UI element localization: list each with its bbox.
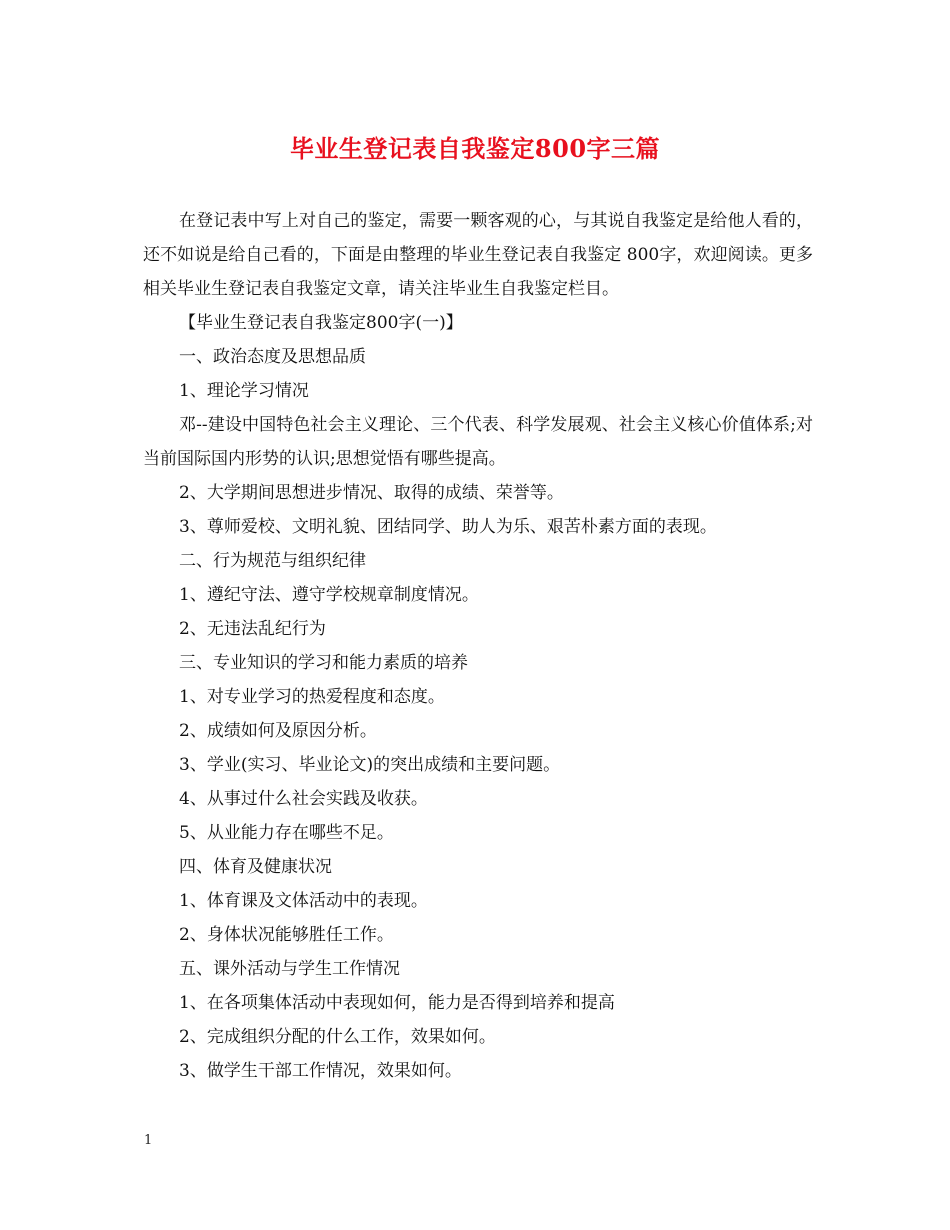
list-item: 1、在各项集体活动中表现如何，能力是否得到培养和提高 bbox=[179, 993, 615, 1013]
list-item: 二、行为规范与组织纪律 bbox=[179, 551, 366, 571]
page-number: 1 bbox=[144, 1133, 153, 1148]
document-body bbox=[143, 204, 813, 1088]
list-item: 1、遵纪守法、遵守学校规章制度情况。 bbox=[179, 585, 479, 605]
list-item: 四、体育及健康状况 bbox=[179, 857, 332, 877]
list-item: 2、完成组织分配的什么工作，效果如何。 bbox=[179, 1027, 496, 1047]
section-heading: 【毕业生登记表自我鉴定800字(一)】 bbox=[179, 313, 463, 333]
list-item: 3、学业(实习、毕业论文)的突出成绩和主要问题。 bbox=[179, 755, 561, 775]
document-title: 毕业生登记表自我鉴定800字三篇 bbox=[289, 134, 661, 163]
list-item: 1、理论学习情况 bbox=[179, 381, 309, 401]
list-item: 2、身体状况能够胜任工作。 bbox=[179, 925, 394, 945]
list-item: 2、成绩如何及原因分析。 bbox=[179, 721, 377, 741]
list-item: 3、做学生干部工作情况，效果如何。 bbox=[179, 1061, 462, 1081]
list-item: 1、体育课及文体活动中的表现。 bbox=[179, 891, 428, 911]
list-item: 5、从业能力存在哪些不足。 bbox=[179, 823, 394, 843]
list-item: 1、对专业学习的热爱程度和态度。 bbox=[179, 687, 445, 707]
list-item: 2、大学期间思想进步情况、取得的成绩、荣誉等。 bbox=[179, 483, 564, 503]
body-paragraph: 邓--建设中国特色社会主义理论、三个代表、科学发展观、社会主义核心价值体系;对当前国际国内形势的认识;思想觉悟有哪些提高。 bbox=[143, 415, 813, 469]
list-item: 3、尊师爱校、文明礼貌、团结同学、助人为乐、艰苦朴素方面的表现。 bbox=[179, 517, 717, 537]
list-item: 一、政治态度及思想品质 bbox=[179, 347, 366, 367]
intro-paragraph: 在登记表中写上对自己的鉴定，需要一颗客观的心，与其说自我鉴定是给他人看的，还不如说是给自己看的，下面是由整理的毕业生登记表自我鉴定 800字，欢迎阅读。更多相关毕业生登记表自我鉴定文章，请关注毕业生自我鉴定栏目。 bbox=[143, 211, 813, 299]
list-item: 三、专业知识的学习和能力素质的培养 bbox=[179, 653, 468, 673]
list-item: 4、从事过什么社会实践及收获。 bbox=[179, 789, 428, 809]
list-item: 2、无违法乱纪行为 bbox=[179, 619, 326, 639]
list-item: 五、课外活动与学生工作情况 bbox=[179, 959, 400, 979]
